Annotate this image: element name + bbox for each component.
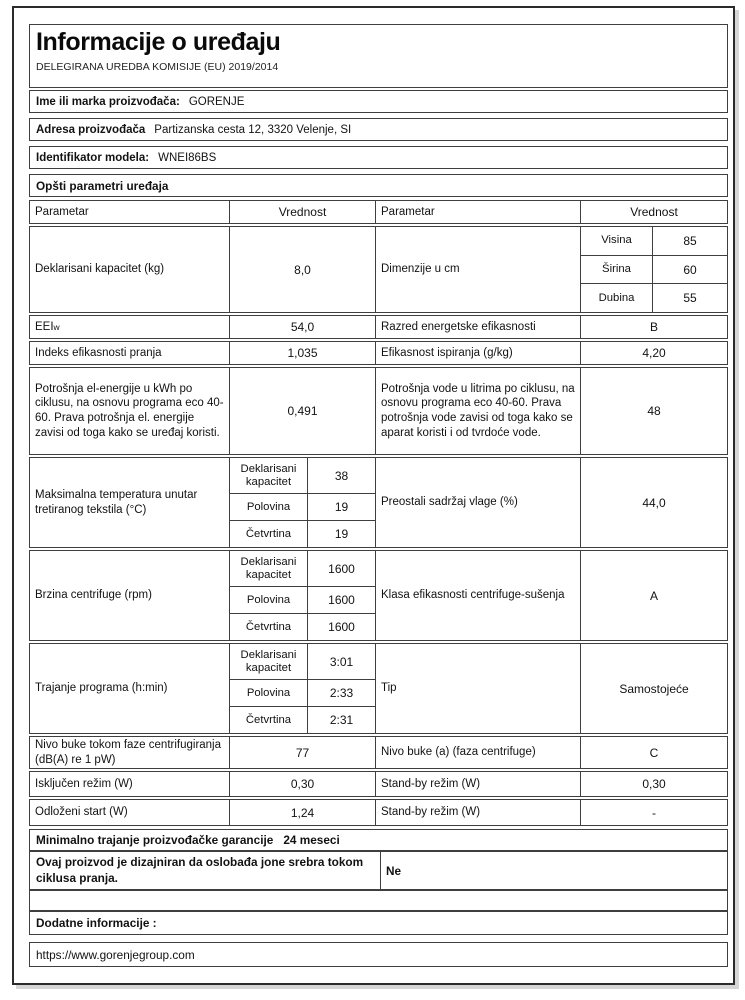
brand-value: GORENJE bbox=[188, 95, 245, 108]
section-title-row bbox=[29, 174, 728, 197]
type-param: Tip bbox=[375, 644, 580, 733]
load-value: 1600 bbox=[328, 561, 355, 576]
website-link[interactable]: https://www.gorenjegroup.com bbox=[36, 947, 195, 962]
website-row bbox=[29, 942, 728, 967]
dimension-value: 60 bbox=[683, 262, 697, 277]
load-label: Četvrtina bbox=[230, 521, 308, 547]
empty-row bbox=[29, 890, 728, 911]
table-row-spin bbox=[29, 550, 728, 641]
capacity-param: Deklarisani kapacitet (kg) bbox=[35, 263, 165, 276]
standby1-value: 0,30 bbox=[580, 772, 727, 796]
address-label: Adresa proizvođača bbox=[36, 123, 146, 136]
max-temp-row-rated bbox=[230, 458, 375, 493]
dimension-row-depth bbox=[581, 283, 727, 312]
load-value: 1600 bbox=[328, 620, 355, 634]
wash-index-value: 1,035 bbox=[229, 342, 375, 364]
eei-subscript: w bbox=[53, 321, 60, 332]
dimensions-param: Dimenzije u cm bbox=[375, 227, 580, 312]
table-row-noise bbox=[29, 736, 728, 769]
max-temp-param: Maksimalna temperatura unutar tretiranog tekstila (°C) bbox=[35, 488, 198, 516]
silver-ions-row bbox=[29, 851, 728, 890]
brand-label: Ime ili marka proizvođača: bbox=[36, 95, 180, 108]
water-consumption-param: Potrošnja vode u litrima po ciklusu, na osnovu programa eco 40-60. Prava potrošnja vode zavisi od toga kako se aparat koristi i od tvrdoće vode. bbox=[375, 368, 580, 454]
dimension-value: 55 bbox=[683, 291, 697, 306]
dimension-row-width bbox=[581, 255, 727, 284]
off-mode-value: 0,30 bbox=[229, 772, 375, 796]
energy-class-value: B bbox=[580, 316, 727, 338]
address-row bbox=[29, 118, 728, 141]
energy-consumption-value: 0,491 bbox=[229, 368, 375, 454]
load-label: Deklarisani kapacitet bbox=[230, 644, 308, 679]
load-value: 19 bbox=[334, 500, 349, 514]
regulation-subtitle: DELEGIRANA UREDBA KOMISIJE (EU) 2019/2014 bbox=[36, 61, 279, 73]
max-temp-row-quarter bbox=[230, 520, 375, 547]
noise-value: 77 bbox=[229, 737, 375, 768]
table-row-temperature-moisture bbox=[29, 457, 728, 548]
table-row-capacity-dimensions bbox=[29, 226, 728, 313]
table-row-offmode-standby bbox=[29, 771, 728, 797]
spin-class-value: A bbox=[580, 551, 727, 640]
load-label: Deklarisani kapacitet bbox=[230, 551, 308, 586]
load-label: Polovina bbox=[230, 587, 308, 613]
rinse-param: Efikasnost ispiranja (g/kg) bbox=[375, 342, 580, 364]
duration-param: Trajanje programa (h:min) bbox=[35, 682, 168, 695]
address-value: Partizanska cesta 12, 3320 Velenje, SI bbox=[154, 123, 352, 136]
table-row-duration-type bbox=[29, 643, 728, 734]
load-value: 2:33 bbox=[329, 686, 354, 700]
duration-row-quarter bbox=[230, 706, 375, 733]
noise-param: Nivo buke tokom faze centrifugiranja (dB(A) re 1 pW) bbox=[35, 738, 222, 766]
model-value: WNEI86BS bbox=[158, 151, 217, 164]
silver-question: Ovaj proizvod je dizajniran da oslobađa jone srebra tokom ciklusa pranja. bbox=[36, 855, 364, 885]
header-value-right: Vrednost bbox=[580, 201, 727, 223]
standby2-value: - bbox=[580, 800, 727, 825]
moisture-value: 44,0 bbox=[580, 458, 727, 547]
model-label: Identifikator modela: bbox=[36, 151, 150, 164]
load-label: Polovina bbox=[230, 680, 308, 706]
dimension-label: Širina bbox=[581, 256, 653, 284]
table-row-washindex-rinse bbox=[29, 341, 728, 365]
load-value: 1600 bbox=[328, 593, 355, 607]
header-value-left: Vrednost bbox=[229, 201, 375, 223]
model-row bbox=[29, 146, 728, 169]
spin-row-half bbox=[230, 586, 375, 613]
table-row-delaystart-standby bbox=[29, 799, 728, 826]
dimension-label: Visina bbox=[581, 227, 653, 255]
document-page bbox=[12, 6, 735, 985]
additional-info-label: Dodatne informacije : bbox=[36, 916, 157, 930]
delay-start-value: 1,24 bbox=[229, 800, 375, 825]
table-row-eei-energyclass bbox=[29, 315, 728, 339]
noise-class-param: Nivo buke (a) (faza centrifuge) bbox=[375, 737, 580, 768]
spin-speed-param: Brzina centrifuge (rpm) bbox=[35, 589, 152, 602]
standby1-param: Stand-by režim (W) bbox=[375, 772, 580, 796]
dimension-label: Dubina bbox=[581, 284, 653, 312]
section-title: Opšti parametri uređaja bbox=[36, 178, 169, 193]
spin-row-rated bbox=[230, 551, 375, 586]
standby2-param: Stand-by režim (W) bbox=[375, 800, 580, 825]
load-label: Polovina bbox=[230, 494, 308, 520]
warranty-label: Minimalno trajanje proizvođačke garancije bbox=[36, 833, 274, 847]
load-label: Četvrtina bbox=[230, 707, 308, 733]
duration-subtable bbox=[229, 644, 375, 733]
spin-speed-subtable bbox=[229, 551, 375, 640]
spin-row-quarter bbox=[230, 613, 375, 640]
duration-row-rated bbox=[230, 644, 375, 679]
max-temp-subtable bbox=[229, 458, 375, 547]
load-label: Deklarisani kapacitet bbox=[230, 458, 308, 493]
table-header-row bbox=[29, 200, 728, 224]
document-header bbox=[29, 24, 728, 88]
table-row-consumption bbox=[29, 367, 728, 455]
additional-info-row bbox=[29, 911, 728, 935]
moisture-param: Preostali sadržaj vlage (%) bbox=[375, 458, 580, 547]
dimension-row-height bbox=[581, 227, 727, 255]
capacity-value: 8,0 bbox=[229, 227, 375, 312]
wash-index-param: Indeks efikasnosti pranja bbox=[35, 346, 162, 359]
spin-class-param: Klasa efikasnosti centrifuge-sušenja bbox=[375, 551, 580, 640]
warranty-value: 24 meseci bbox=[283, 833, 340, 847]
warranty-row bbox=[29, 829, 728, 851]
delay-start-param: Odloženi start (W) bbox=[35, 806, 128, 819]
header-parameter-right: Parametar bbox=[375, 201, 580, 223]
max-temp-row-half bbox=[230, 493, 375, 520]
header-parameter-left: Parametar bbox=[35, 205, 89, 218]
load-value: 19 bbox=[334, 527, 349, 541]
type-value: Samostojeće bbox=[580, 644, 727, 733]
eei-value: 54,0 bbox=[229, 316, 375, 338]
load-value: 38 bbox=[334, 468, 349, 483]
product-fiche bbox=[29, 24, 728, 967]
off-mode-param: Isključen režim (W) bbox=[35, 777, 133, 790]
water-consumption-value: 48 bbox=[580, 368, 727, 454]
dimension-value: 85 bbox=[683, 233, 697, 248]
load-value: 2:31 bbox=[329, 713, 354, 727]
load-value: 3:01 bbox=[329, 654, 354, 669]
duration-row-half bbox=[230, 679, 375, 706]
page-title: Informacije o uređaju bbox=[36, 28, 281, 56]
noise-class-value: C bbox=[580, 737, 727, 768]
energy-consumption-param: Potrošnja el-energije u kWh po ciklusu, na osnovu programa eco 40-60. Prava potrošnja el. energije zavisi od toga kako se uređaj koristi. bbox=[35, 382, 224, 439]
rinse-value: 4,20 bbox=[580, 342, 727, 364]
dimensions-subtable bbox=[580, 227, 727, 312]
brand-row bbox=[29, 90, 728, 113]
silver-answer: Ne bbox=[380, 852, 727, 889]
eei-param: EEI w bbox=[35, 320, 60, 333]
energy-class-param: Razred energetske efikasnosti bbox=[375, 316, 580, 338]
load-label: Četvrtina bbox=[230, 614, 308, 640]
